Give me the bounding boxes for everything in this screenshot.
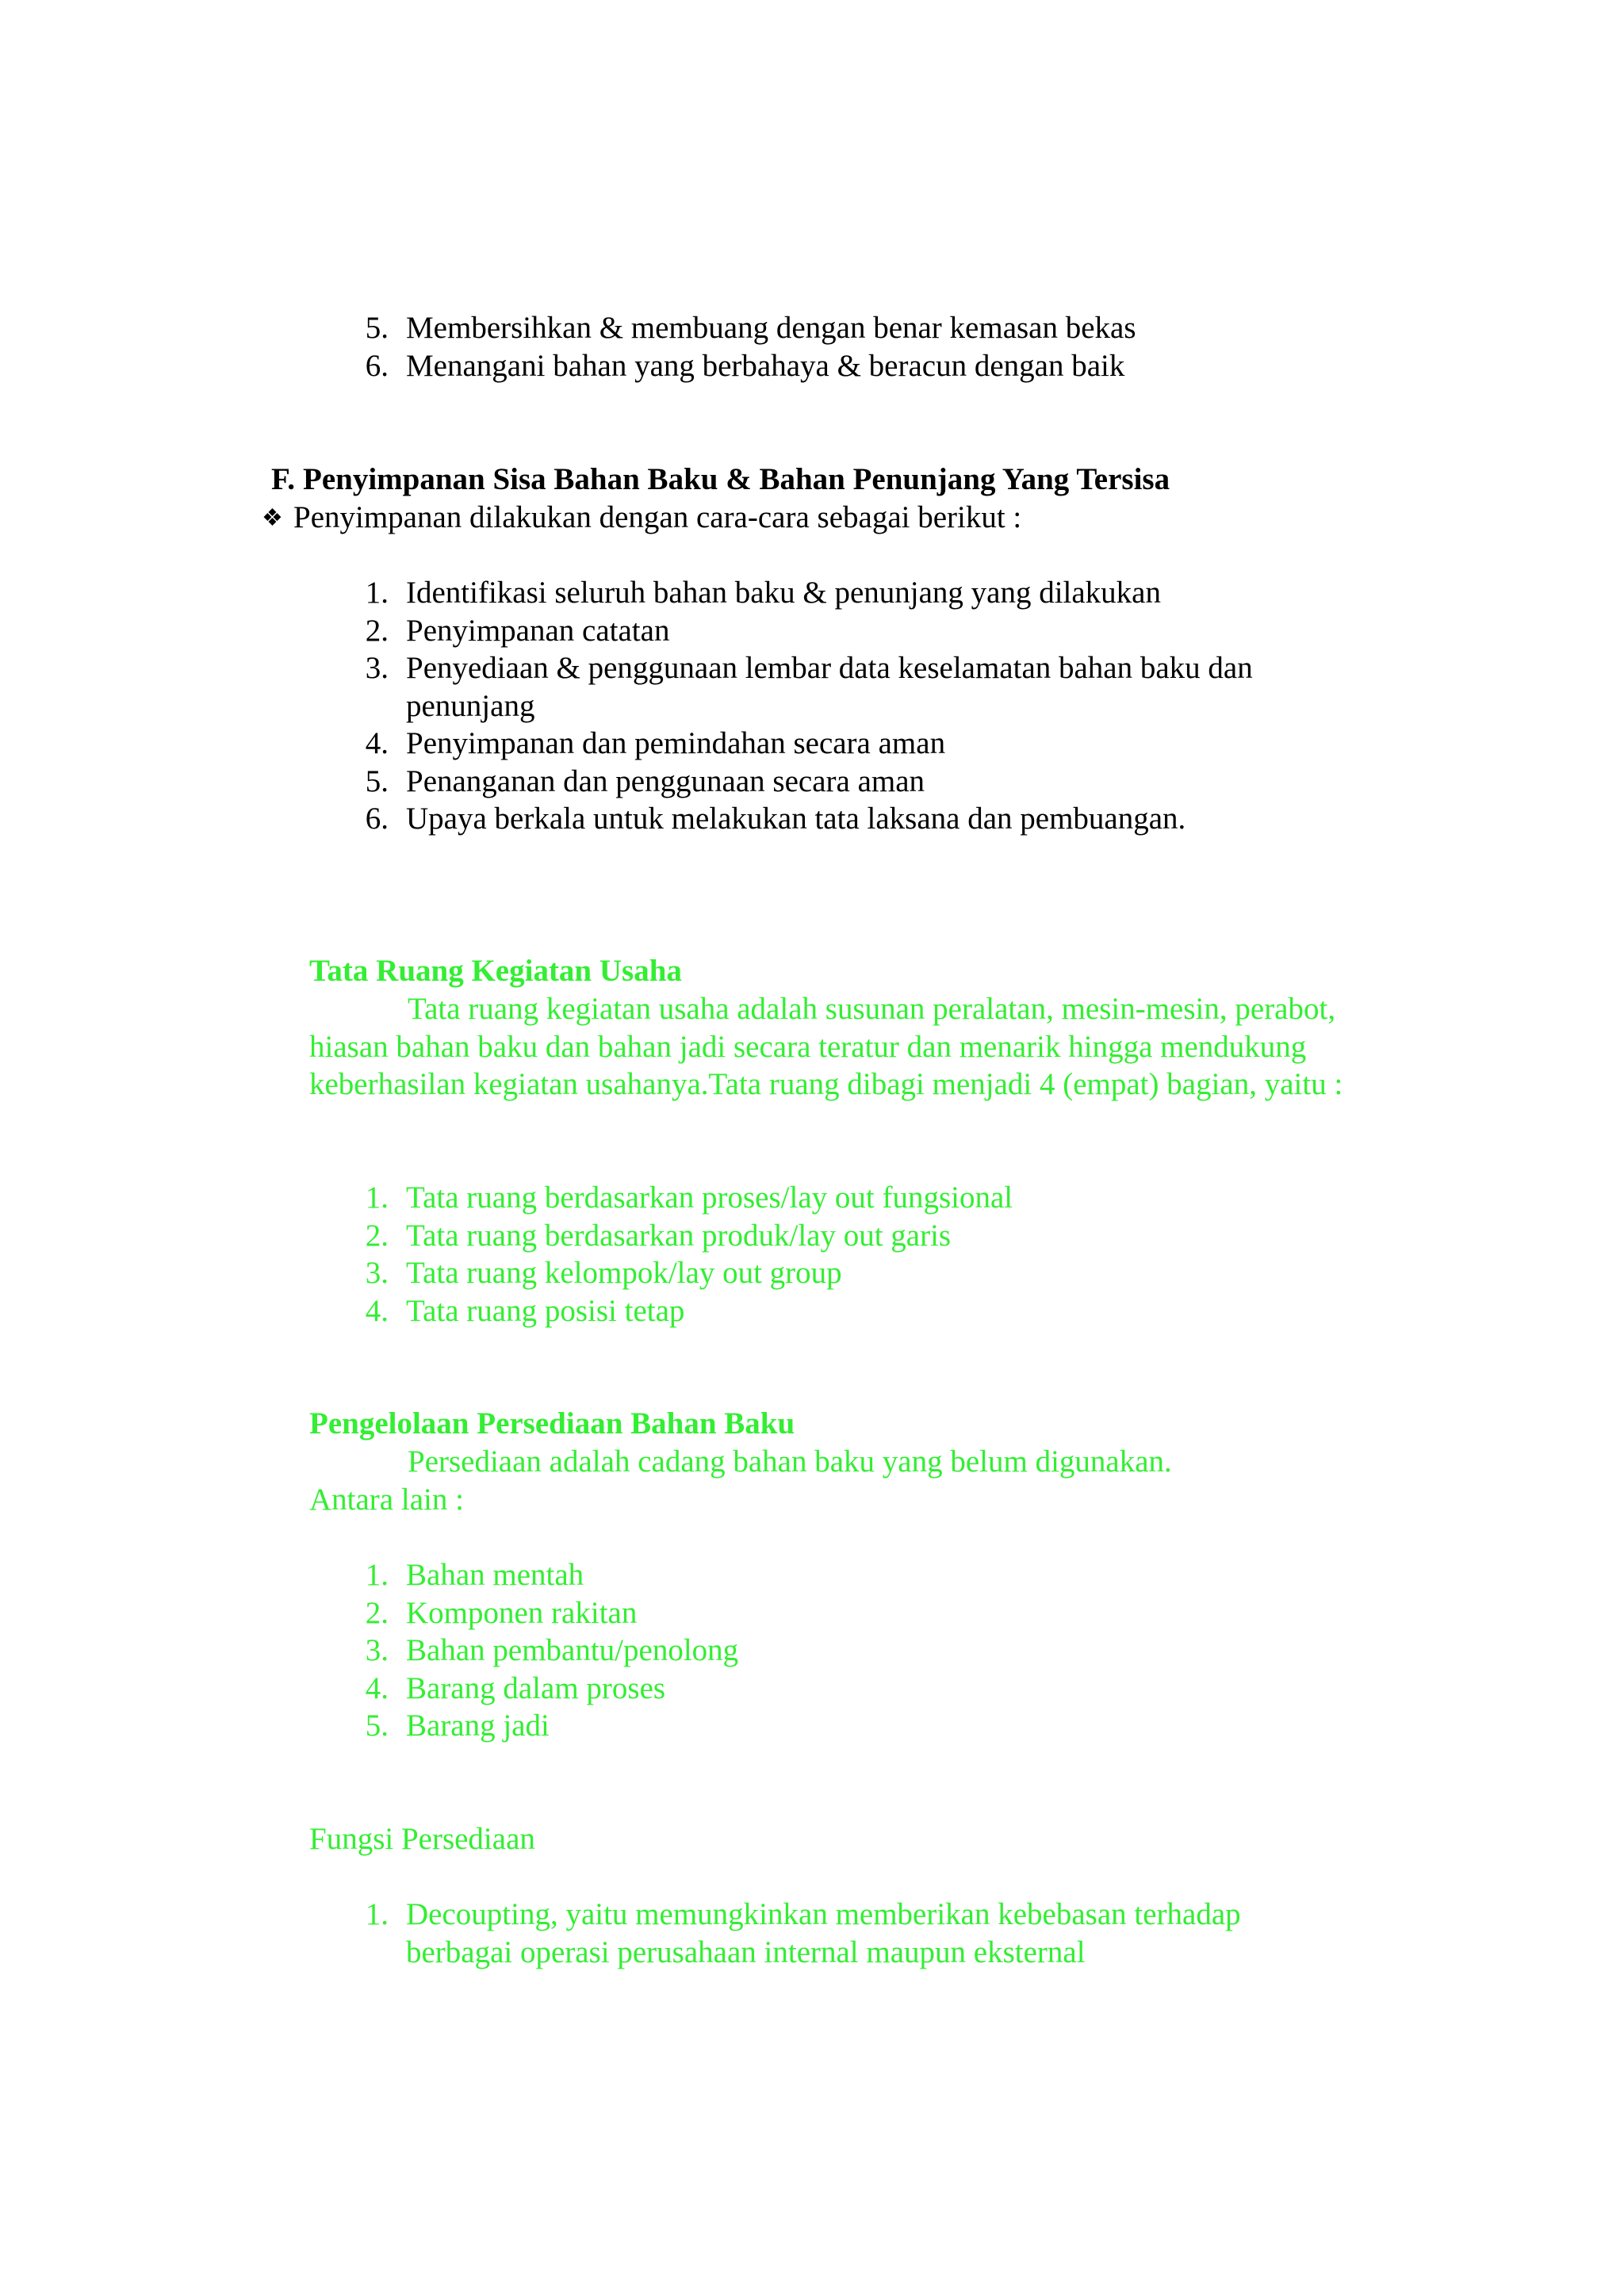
fungsi-heading: Fungsi Persediaan (309, 1822, 535, 1856)
list-item-text: Upaya berkala untuk melakukan tata laksana dan pembuangan. (406, 802, 1186, 836)
list-item-text: Penyimpanan catatan (406, 613, 670, 648)
list-item-number: 5. (365, 1709, 389, 1743)
list-item (357, 1254, 1356, 1292)
section-f-heading (271, 461, 1170, 499)
list-item-number: 5. (365, 763, 389, 798)
list-item-text: Penyimpanan dan pemindahan secara aman (406, 726, 946, 760)
list-item-number: 3. (365, 651, 389, 685)
diamond-bullet-icon: ❖ (262, 505, 283, 531)
section-f-list (357, 574, 1356, 838)
list-item-text: Bahan pembantu/penolong (406, 1633, 739, 1667)
list-item-number: 6. (365, 802, 389, 836)
list-item-number: 5. (365, 311, 389, 345)
list-item-text: Decoupting, yaitu memungkinkan memberikan kebebasan terhadap berbagai operasi perusahaan internal maupun eksternal (406, 1897, 1241, 1969)
section-f-intro-text: Penyimpanan dilakukan dengan cara-cara sebagai berikut : (293, 500, 1022, 534)
list-item-number: 2. (365, 1218, 389, 1253)
persediaan-list (357, 1556, 1356, 1745)
list-item (357, 1632, 1356, 1670)
list-item (357, 309, 1388, 347)
list-item-text: Komponen rakitan (406, 1595, 638, 1630)
list-item (357, 347, 1388, 385)
list-item-text: Barang dalam proses (406, 1670, 666, 1705)
list-item-text: Membersihkan & membuang dengan benar kemasan bekas (406, 311, 1136, 345)
list-item (357, 1594, 1356, 1632)
persediaan-paragraph-line1: Persediaan adalah cadang bahan baku yang belum digunakan. (408, 1445, 1172, 1479)
list-item (357, 612, 1356, 650)
list-item-number: 4. (365, 1670, 389, 1705)
list-item-number: 1. (365, 576, 389, 610)
list-item (357, 725, 1356, 763)
tata-ruang-list (357, 1179, 1356, 1330)
persediaan-heading: Pengelolaan Persediaan Bahan Baku (309, 1406, 795, 1441)
list-item (357, 649, 1356, 725)
list-item-text: Tata ruang kelompok/lay out group (406, 1256, 842, 1290)
list-item-number: 1. (365, 1897, 389, 1931)
list-item-number: 4. (365, 1293, 389, 1328)
list-item (357, 1896, 1316, 1971)
persediaan-paragraph-line2: Antara lain : (309, 1482, 464, 1517)
fungsi-list (357, 1896, 1316, 1971)
tata-ruang-paragraph: Tata ruang kegiatan usaha adalah susunan peralatan, mesin-mesin, perabot, hiasan bahan baku dan bahan jadi secara teratur dan menarik hingga mendukung keberhasilan kegiatan usahanya.Tata ruang dibagi menjadi 4 (empat) bagian, yaitu : (309, 992, 1343, 1101)
list-item-text: Tata ruang berdasarkan produk/lay out garis (406, 1218, 952, 1253)
list-item (357, 1179, 1356, 1217)
list-item (357, 763, 1356, 801)
list-item-number: 6. (365, 348, 389, 383)
list-item-text: Menangani bahan yang berbahaya & beracun dengan baik (406, 348, 1125, 383)
list-item (357, 1670, 1356, 1708)
list-item-text: Identifikasi seluruh bahan baku & penunjang yang dilakukan (406, 576, 1161, 610)
list-item (357, 574, 1356, 612)
section-f-intro (262, 499, 1021, 538)
list-item-number: 4. (365, 726, 389, 760)
list-item-number: 1. (365, 1558, 389, 1592)
list-item (357, 800, 1356, 838)
list-item-number: 3. (365, 1256, 389, 1290)
list-item (357, 1707, 1356, 1745)
list-item (357, 1217, 1356, 1255)
list-item-number: 2. (365, 1595, 389, 1630)
list-item (357, 1292, 1356, 1330)
list-item-text: Tata ruang berdasarkan proses/lay out fungsional (406, 1181, 1013, 1215)
section-f-title: Penyimpanan Sisa Bahan Baku & Bahan Penunjang Yang Tersisa (303, 462, 1170, 496)
list-item-text: Penyediaan & penggunaan lembar data keselamatan bahan baku dan penunjang (406, 651, 1253, 723)
list-item-text: Barang jadi (406, 1709, 550, 1743)
list-item-number: 3. (365, 1633, 389, 1667)
list-item-text: Penanganan dan penggunaan secara aman (406, 763, 925, 798)
persediaan-paragraph (309, 1443, 1388, 1518)
list-item-number: 2. (365, 613, 389, 648)
list-item-number: 1. (365, 1181, 389, 1215)
list-item-text: Bahan mentah (406, 1558, 584, 1592)
list-item (357, 1556, 1356, 1594)
list-item-text: Tata ruang posisi tetap (406, 1293, 685, 1328)
tata-ruang-heading: Tata Ruang Kegiatan Usaha (309, 954, 682, 988)
section-f-letter: F. (271, 462, 295, 496)
list-top (357, 309, 1388, 385)
